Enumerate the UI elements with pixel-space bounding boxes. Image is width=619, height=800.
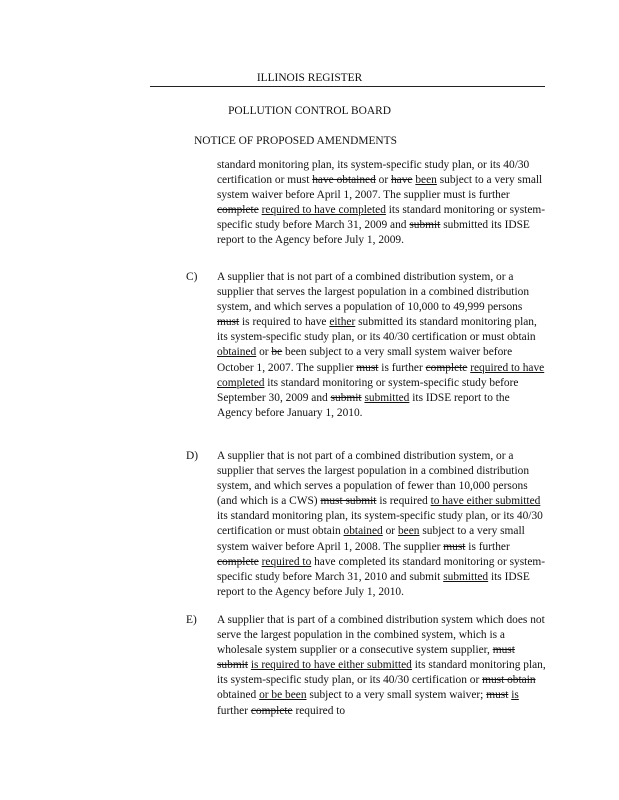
inserted-text: been <box>415 174 437 187</box>
inserted-text: is required to have either submitted <box>250 659 412 672</box>
subsection-body <box>217 613 547 719</box>
body-text: subject to a very small system waiver before April 1, 2008. The supplier <box>217 525 525 553</box>
inserted-text: required to have completed <box>261 204 386 217</box>
subsection-body <box>217 449 547 600</box>
inserted-text: been <box>397 525 420 538</box>
body-text: its standard monitoring or system-specific study before March 31, 2009 and <box>217 204 546 232</box>
body-text: its standard monitoring plan, its system-specific study plan, or its 40/30 certification or must obtain <box>217 510 543 538</box>
inserted-text: obtained <box>343 525 383 538</box>
deleted-text: be <box>271 346 283 359</box>
body-text: obtained <box>217 689 260 702</box>
deleted-text: must <box>486 689 509 702</box>
body-text: have completed its standard monitoring or system-specific study before March 31, 2010 and submit <box>217 555 546 583</box>
inserted-text: or be been <box>259 689 307 702</box>
body-text: is required to have <box>239 316 330 329</box>
inserted-text: submitted <box>364 391 410 404</box>
subsection-label: E) <box>186 614 197 626</box>
register-title: ILLINOIS REGISTER <box>256 72 363 84</box>
body-text: is further <box>378 361 426 374</box>
body-text: its IDSE report to the Agency before July 1, 2010. <box>217 570 530 598</box>
body-text: or <box>382 525 398 538</box>
deleted-text: submit <box>330 391 362 404</box>
body-text: is required <box>376 495 431 508</box>
body-text: its IDSE report to the Agency before January 1, 2010. <box>217 391 510 419</box>
inserted-text: submitted <box>443 570 489 583</box>
body-text: been subject to a very small system waiver before October 1, 2007. The supplier <box>217 346 513 374</box>
deleted-text: must <box>217 316 240 329</box>
body-text: submitted its IDSE report to the Agency before July 1, 2009. <box>217 219 530 247</box>
subsection-label: C) <box>186 271 198 283</box>
subsection-body <box>217 270 547 421</box>
inserted-text: either <box>329 316 356 329</box>
deleted-text: have <box>390 174 413 187</box>
deleted-text: must <box>356 361 379 374</box>
body-text: A supplier that is not part of a combined distribution system, or a supplier that serves the largest population in a combined distribution system, and which serves a population of 10,000 to 49,999 persons <box>217 271 530 314</box>
inserted-text: to have either submitted <box>430 495 541 508</box>
subsection-label: D) <box>186 450 199 462</box>
inserted-text: required to <box>261 555 312 568</box>
deleted-text: complete <box>250 704 293 717</box>
body-text: or <box>256 346 272 359</box>
deleted-text: complete <box>217 204 259 217</box>
notice-title: NOTICE OF PROPOSED AMENDMENTS <box>194 135 397 147</box>
body-text: its standard monitoring or system-specific study before September 30, 2009 and <box>217 376 519 404</box>
deleted-text: must <box>443 540 466 553</box>
deleted-text: must obtain <box>482 674 536 687</box>
body-text: standard monitoring plan, its system-specific study plan, or its 40/30 certification or must <box>217 159 530 187</box>
body-text: or <box>375 174 391 187</box>
inserted-text: is <box>511 689 519 702</box>
body-text: its standard monitoring plan, its system-specific study plan, or its 40/30 certification or <box>217 659 546 687</box>
board-name: POLLUTION CONTROL BOARD <box>228 105 391 117</box>
body-text: required to <box>292 704 346 717</box>
body-text: is further <box>465 540 510 553</box>
deleted-text: must submit <box>320 495 377 508</box>
body-text: submitted its standard monitoring plan, its system-specific study plan, or its 40/30 certification or must obtain <box>217 316 537 344</box>
inserted-text: obtained <box>217 346 257 359</box>
body-text: A supplier that is not part of a combined distribution system, or a supplier that serves the largest population in a combined distribution system, and which serves a population of fewer than 10,000 persons (and which is a CWS) <box>217 450 530 508</box>
continuation-paragraph <box>217 158 547 249</box>
body-text: A supplier that is part of a combined distribution system which does not serve the largest population in the combined system, which is a wholesale system supplier or a consecutive system supplier, <box>217 614 545 657</box>
header-rule <box>150 86 545 87</box>
deleted-text: complete <box>425 361 468 374</box>
deleted-text: must submit <box>217 644 515 672</box>
body-text: subject to a very small system waiver; <box>306 689 487 702</box>
inserted-text: required to have completed <box>217 361 545 389</box>
deleted-text: submit <box>409 219 441 232</box>
body-text: subject to a very small system waiver before April 1, 2007. The supplier must is further <box>217 174 543 202</box>
deleted-text: complete <box>217 555 259 568</box>
body-text: further <box>217 704 251 717</box>
deleted-text: have obtained <box>312 174 376 187</box>
